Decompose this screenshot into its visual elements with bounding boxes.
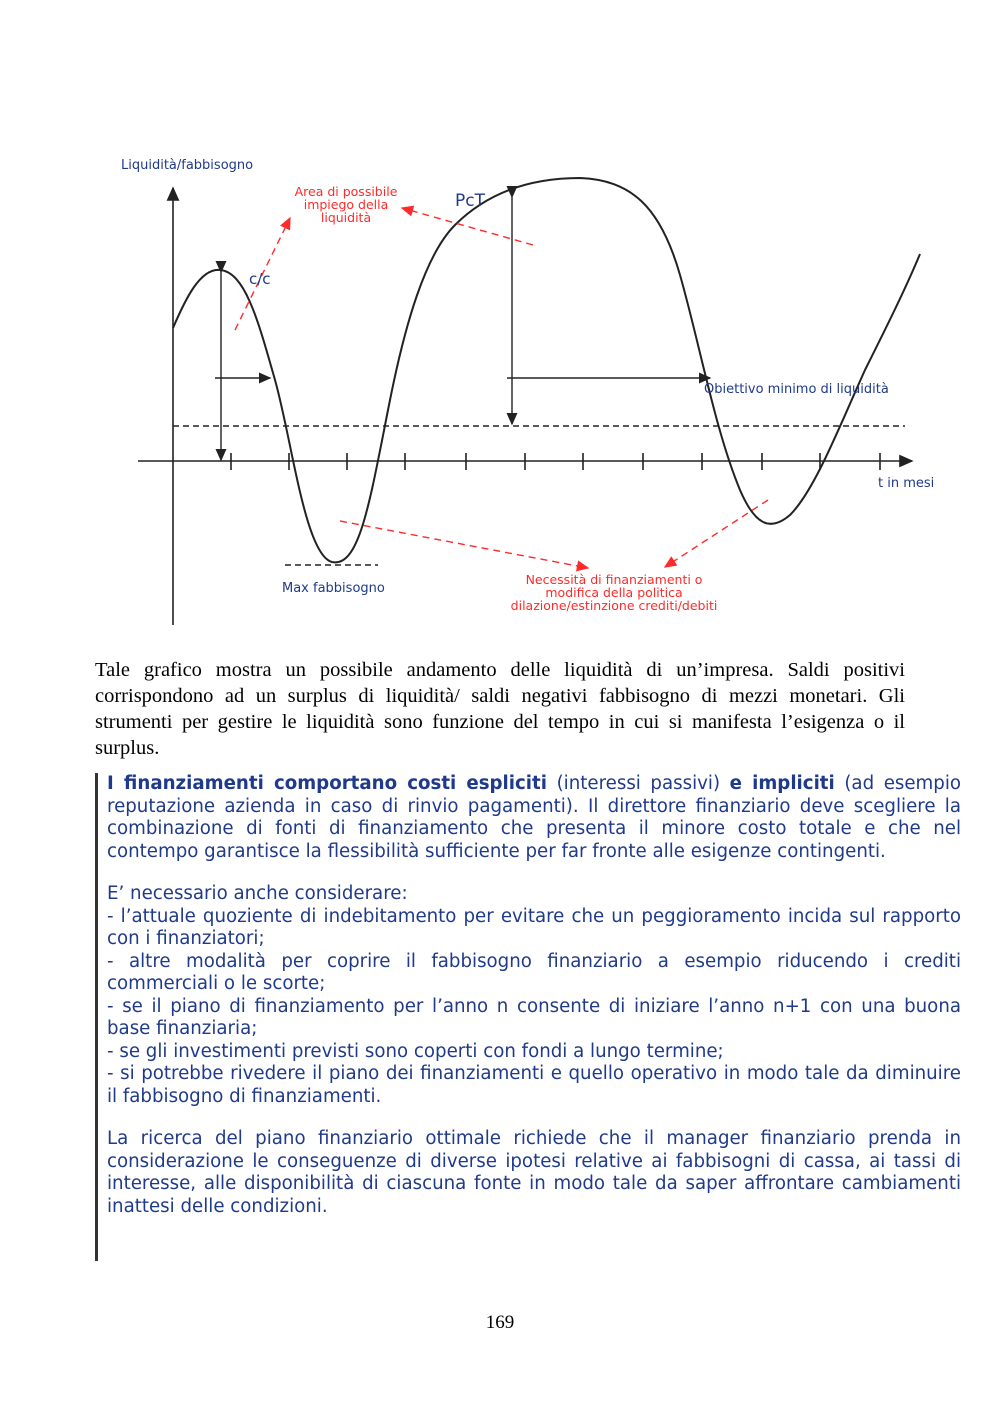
y-axis-label: Liquidità/fabbisogno xyxy=(121,158,254,173)
highlight-box xyxy=(95,773,961,1261)
box-item-1: - l’attuale quoziente di indebitamento per evitare che un peggioramento incida sul rapporto con i finanziatori; xyxy=(107,905,961,949)
need-arrow-right xyxy=(665,500,768,567)
box-item-3: - se il piano di finanziamento per l’anno n consente di iniziare l’anno n+1 con una buona base finanziaria; xyxy=(107,995,961,1039)
x-axis-label: t in mesi xyxy=(878,476,935,491)
box-paragraph-1 xyxy=(107,773,961,863)
need-label-line-2: modifica della politica xyxy=(545,585,683,600)
page-number: 169 xyxy=(485,1312,515,1333)
box-item-4: - se gli investimenti previsti sono coperti con fondi a lungo termine; xyxy=(107,1040,724,1062)
need-label-line-3: dilazione/estinzione crediti/debiti xyxy=(510,598,718,613)
area-label-line-3: liquidità xyxy=(320,210,372,225)
need-label-line-1: Necessità di finanziamenti o xyxy=(525,572,703,587)
area-label-line-1: Area di possibile xyxy=(294,184,398,199)
liquidity-curve xyxy=(173,178,920,562)
box-item-2: - altre modalità per coprire il fabbisogno finanziario a esempio riducendo i crediti commerciali o le scorte; xyxy=(107,950,961,994)
liquidity-figure xyxy=(0,0,1000,640)
box-plain-1: (interessi passivi) xyxy=(546,773,730,794)
box-lead: E’ necessario anche considerare: xyxy=(107,883,408,904)
box-plain-2: (ad esempio reputazione azienda in caso di rinvio pagamenti). Il direttore finanziario deve scegliere la combinazione di fonti di finanziamento che presenta il minore costo totale e che nel contempo garantisce la flessibilità sufficiente per far fronte alle esigenze contingenti. xyxy=(107,773,961,862)
box-item-5: - si potrebbe rivedere il piano dei finanziamenti e quello operativo in modo tale da diminuire il fabbisogno di finanziamenti. xyxy=(107,1063,961,1107)
intro-text xyxy=(95,657,905,761)
box-closing: La ricerca del piano finanziario ottimale richiede che il manager finanziario prenda in considerazione le conseguenze di diverse ipotesi relative ai fabbisogni di cassa, ai tassi di interesse, alle disponibilità di ciascuna fonte in modo tale da saper affrontare cambiamenti inattesi delle condizioni. xyxy=(107,1128,961,1217)
area-label-line-2: impiego della xyxy=(303,197,389,212)
intro-paragraph: Tale grafico mostra un possibile andamento delle liquidità di un’impresa. Saldi positivi corrispondono ad un surplus di liquidità/ saldi negativi fabbisogno di mezzi monetari. Gli strumenti per gestire le liquidità sono funzione del tempo in cui si manifesta l’esigenza o il surplus. xyxy=(95,659,905,759)
objective-label: Obiettivo minimo di liquidità xyxy=(704,382,889,397)
cc-label: c/c xyxy=(249,270,271,288)
max-need-label: Max fabbisogno xyxy=(282,581,385,596)
need-arrow-left xyxy=(340,521,588,568)
box-bold-1: I finanziamenti comportano costi espliciti xyxy=(107,773,547,794)
liquidity-diagram xyxy=(0,0,1000,640)
box-bold-2: e impliciti xyxy=(729,773,835,794)
pct-label: PcT xyxy=(455,191,485,211)
